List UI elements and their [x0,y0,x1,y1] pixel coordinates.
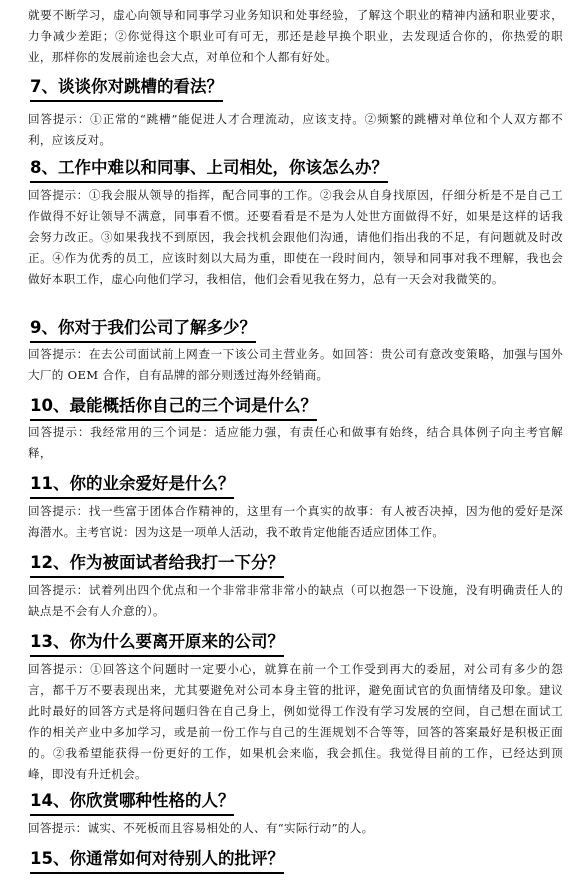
answer-paragraph-7: 回答提示：①正常的“跳槽”能促进人才合理流动，应该支持。②频繁的跳槽对单位和个人双方都不利，应该反对。 [28,112,563,147]
answer-paragraph-6-end: 就要不断学习，虚心向领导和同事学习业务知识和处事经验，了解这个职业的精神内涵和职业要求，力争减少差距；②你觉得这个职业可有可无，那还是趁早换个职业，去发现适合你的，你热爱的职业，那样你的发展前途也会大点，对单位和个人都有好处。 [28,8,563,64]
question-8-heading: 8、工作中难以和同事、上司相处，你该怎么办？ [30,156,560,183]
question-12-heading: 12、作为被面试者给我打一下分？ [30,551,560,578]
question-14-heading: 14、你欣赏哪种性格的人？ [30,789,560,816]
answer-paragraph-10: 回答提示：我经常用的三个词是：适应能力强，有责任心和做事有始终，结合具体例子向主考官解释， [28,425,563,460]
question-11-heading: 11、你的业余爱好是什么？ [30,472,560,499]
question-15-heading: 15、你通常如何对待别人的批评？ [30,847,560,874]
answer-paragraph-9: 回答提示：在去公司面试前上网查一下该公司主营业务。如回答：贵公司有意改变策略，加强与国外大厂的 OEM 合作，自有品牌的部分则透过海外经销商。 [28,347,563,382]
answer-paragraph-12: 回答提示：试着列出四个优点和一个非常非常非常小的缺点（可以抱怨一下设施，没有明确责任人的缺点是不会有人介意的）。 [28,583,563,618]
question-10-heading: 10、最能概括你自己的三个词是什么？ [30,394,560,421]
question-13-heading: 13、你为什么要离开原来的公司？ [30,630,560,657]
answer-paragraph-14: 回答提示：诚实、不死板而且容易相处的人、有“实际行动”的人。 [28,821,374,835]
question-7-heading: 7、谈谈你对跳槽的看法？ [30,75,560,102]
answer-paragraph-11: 回答提示：找一些富于团体合作精神的，这里有一个真实的故事：有人被否决掉，因为他的爱好是深海潜水。主考官说：因为这是一项单人活动，我不敢肯定他能否适应团体工作。 [28,504,563,539]
question-9-heading: 9、你对于我们公司了解多少？ [30,316,560,343]
answer-paragraph-8: 回答提示：①我会服从领导的指挥，配合同事的工作。②我会从自身找原因，仔细分析是不是自己工作做得不好让领导不满意，同事看不惯。还要看看是不是为人处世方面做得不好，如果是这样的话我会努力改正。③如果我找不到原因，我会找机会跟他们沟通，请他们指出我的不足，有问题就及时改正。④作为优秀的员工，应该时刻以大局为重，即使在一段时间内，领导和同事对我不理解，我也会做好本职工作，虚心向他们学习，我相信，他们会看见我在努力，总有一天会对我微笑的。 [28,188,563,286]
answer-paragraph-13: 回答提示：①回答这个问题时一定要小心，就算在前一个工作受到再大的委屈，对公司有多少的怨言，都千万不要表现出来，尤其要避免对公司本身主管的批评，避免面试官的负面情绪及印象。建议此时最好的回答方式是将问题归咎在自己身上，例如觉得工作没有学习发展的空间，自己想在面试工作的相关产业中多加学习，或是前一份工作与自己的生涯规划不合等等，回答的答案最好是积极正面的。②我希望能获得一份更好的工作，如果机会来临，我会抓住。我觉得目前的工作，已经达到顶峰，即没有升迁机会。 [28,662,563,781]
